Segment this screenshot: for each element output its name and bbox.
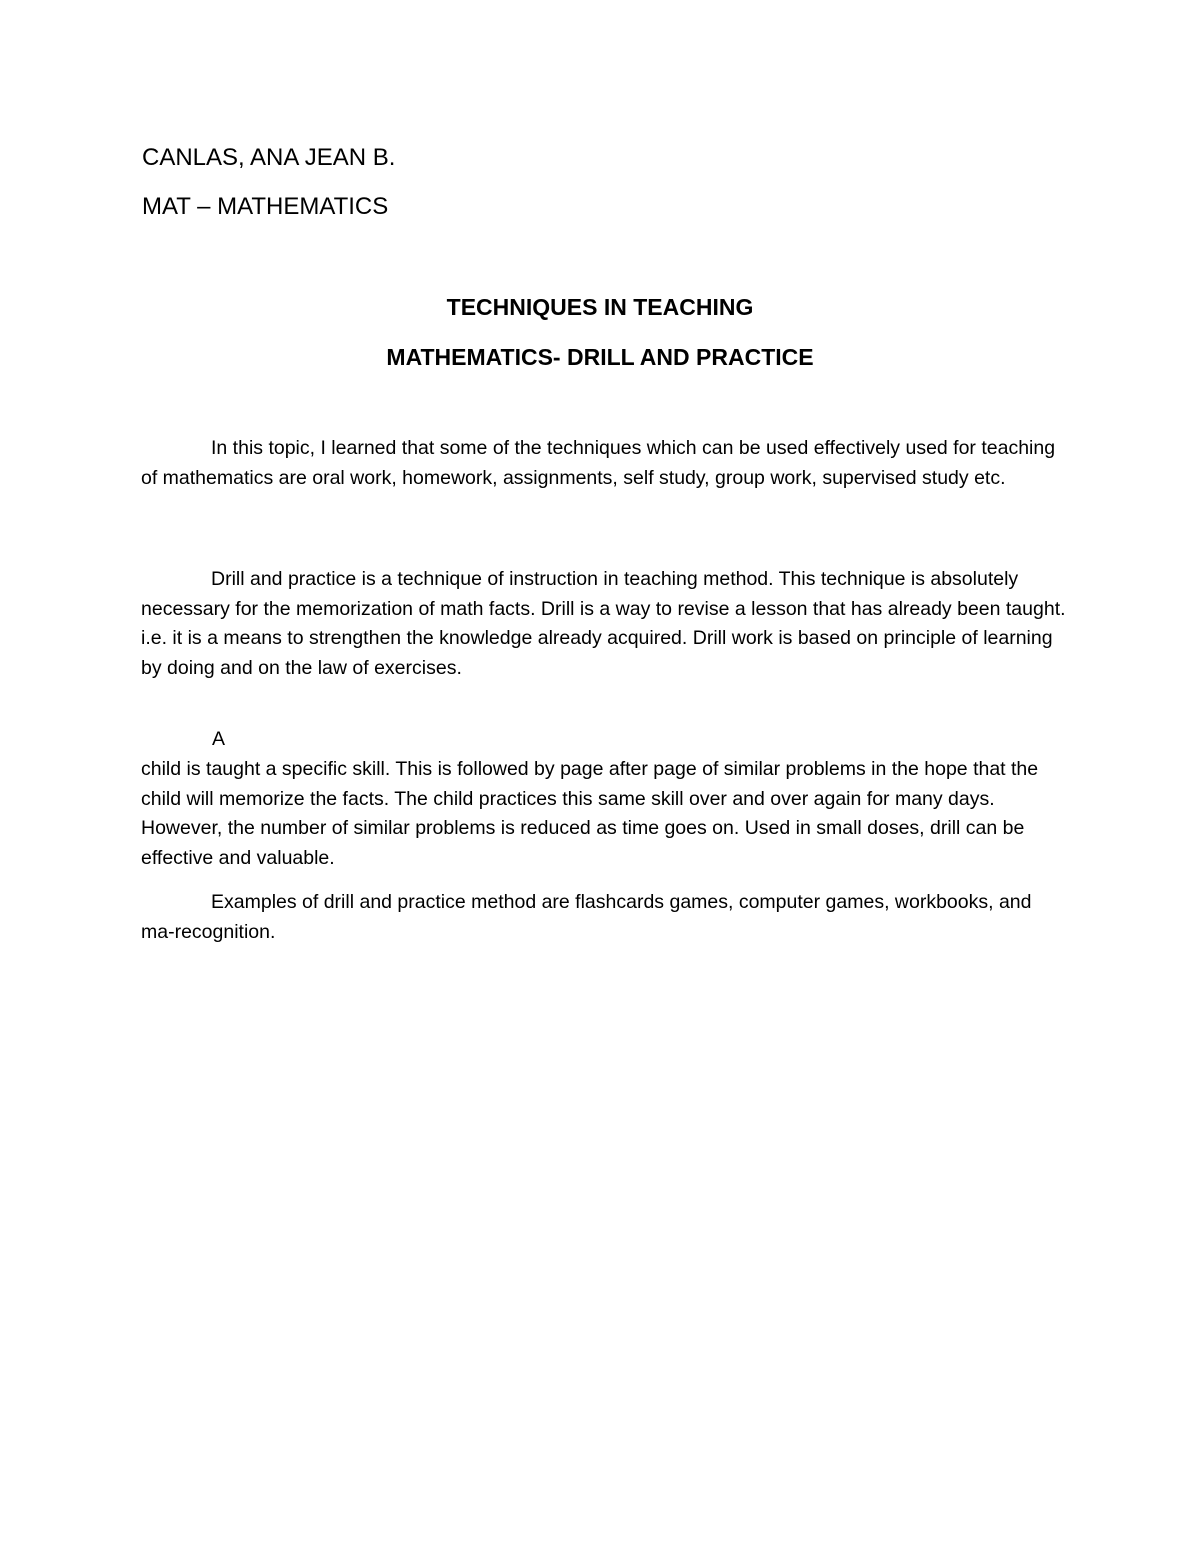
paragraph-drill-definition [141, 565, 1066, 683]
paragraph-skill-start: A [212, 728, 226, 750]
paragraph-intro [141, 434, 1066, 493]
paragraph-examples-text: Examples of drill and practice method are flashcards games, computer games, workbooks, and ma-recognition. [141, 891, 1032, 943]
paragraph-drill-definition-text: Drill and practice is a technique of instruction in teaching method. This technique is absolutely necessary for the memorization of math facts. Drill is a way to revise a lesson that has already been taught. i.e. it is a means to strengthen the knowledge already acquired. Drill work is based on principle of learning by doing and on the law of exercises. [141, 568, 1066, 679]
document-title-line-1: TECHNIQUES IN TEACHING [446, 294, 754, 320]
author-name: CANLAS, ANA JEAN B. [142, 144, 396, 171]
author-program: MAT – MATHEMATICS [142, 193, 389, 220]
paragraph-intro-text: In this topic, I learned that some of the techniques which can be used effectively used for teaching of mathematics are oral work, homework, assignments, self study, group work, supervised study etc. [141, 437, 1056, 489]
paragraph-skill-practice: child is taught a specific skill. This is followed by page after page of similar problems in the hope that the child will memorize the facts. The child practices this same skill over and over again for many days. However, the number of similar problems is reduced as time goes on. Used in small doses, drill can be effective and valuable. [141, 758, 1039, 869]
paragraph-examples [141, 888, 1066, 947]
document-title-line-2: MATHEMATICS- DRILL AND PRACTICE [386, 344, 814, 370]
